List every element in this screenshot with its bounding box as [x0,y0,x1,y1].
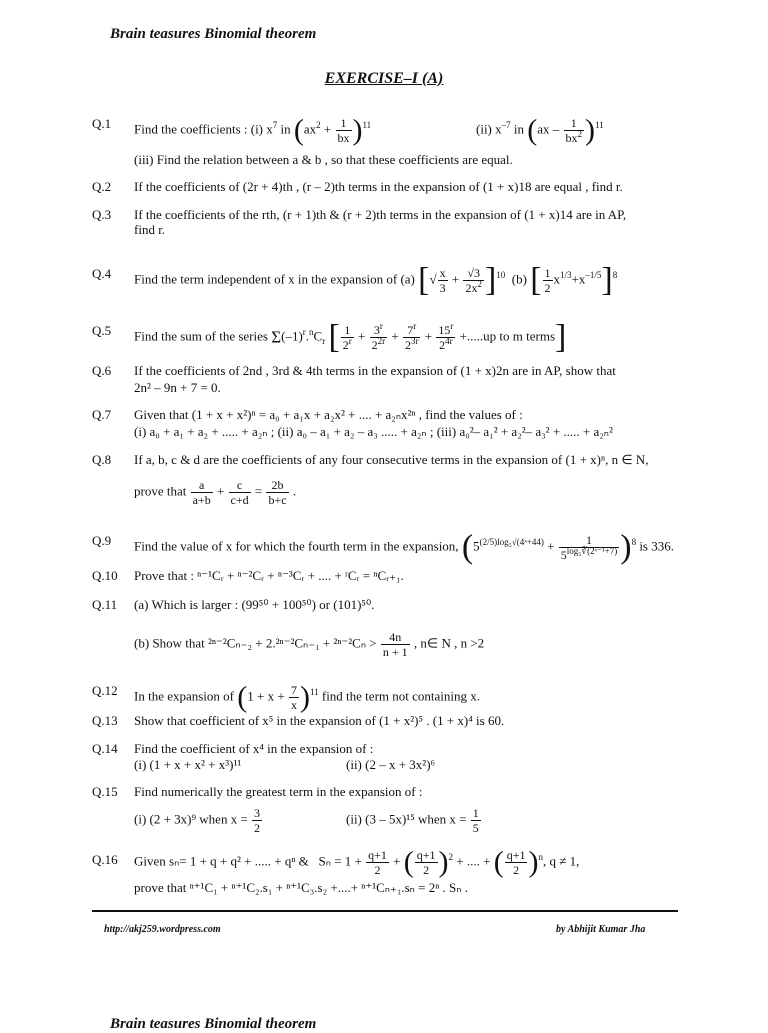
page-header: Brain teasures Binomial theorem [110,26,317,42]
question-number: Q.4 [92,266,112,281]
question-number: Q.11 [92,597,118,612]
question-number: Q.13 [92,713,118,728]
question-number: Q.15 [92,784,118,799]
q11-text: (a) Which is larger : (99⁵⁰ + 100⁵⁰) or (101)⁵⁰. [134,597,375,612]
footer-author: by Abhijit Kumar Jha [556,924,646,935]
q7-text: Given that (1 + x + x²)ⁿ = a₀ + a₁x + a₂x² + .... + a₂ₙx²ⁿ , find the values of : [134,407,523,422]
q6-text: If the coefficients of 2nd , 3rd & 4th terms in the expansion of (1 + x)2n are in AP, show that [134,363,616,378]
q4-text: Find the term independent of x in the expansion of (a) [√ $\frac{x}{3}$ + $\frac{√3}{2x^2}$ ]$^{10}$ (b) [ $\frac{1}{2}$ $x^{1/3}+x^{-1/5}]^8$ [134,261,618,299]
exercise-title: EXERCISE–I (A) [324,70,444,87]
q13-text: Show that coefficient of x⁵ in the expansion of (1 + x²)⁵ . (1 + x)⁴ is 60. [134,713,505,728]
question-number: Q.12 [92,683,118,698]
q9-text: Find the value of x for which the fourth term in the expansion, ($5^{(2/5)log_5√(4ˣ+44)}$ + $\frac{1}{5^{log_5∛(2ˣ^{-1}+7)}}$ )$^8$ is 336. [134,528,674,566]
question-number: Q.1 [92,116,112,131]
q8-line2: prove that $\frac{a}{a+b}$ + $\frac{c}{c+d}$ = $\frac{2b}{b+c}$ . [134,478,297,507]
q1-line2: (iii) Find the relation between a & b , so that these coefficients are equal. [134,152,513,167]
q3-text: If the coefficients of the rth, (r + 1)th & (r + 2)th terms in the expansion of (1 + x)14 are in AP, [134,207,627,222]
q15-text: Find numerically the greatest term in the expansion of : [134,784,423,799]
q11-line2: (b) Show that ²ⁿ⁻²Cₙ₋₂ + 2.²ⁿ⁻²Cₙ₋₁ + ²ⁿ⁻²Cₙ > $\frac{4n}{n + 1}$ , n∈ N , n >2 [134,630,485,659]
question-number: Q.6 [92,363,112,378]
q1-text: Find the coefficients : (i) $x^7$ in ($ax^2$ + $\frac{1}{bx}$ )$^{11}$ [134,113,372,147]
question-number: Q.9 [92,533,112,548]
question-number: Q.5 [92,323,112,338]
question-number: Q.10 [92,568,118,583]
question-number: Q.8 [92,452,112,467]
footer-url[interactable]: http://akj259.wordpress.com [104,924,221,935]
q14-part-ii: (ii) (2 – x + 3x²)⁶ [346,757,436,772]
footer-rule [92,910,678,912]
q15-part-ii: (ii) (3 – 5x)¹⁵ when x = $\frac{1}{5}$ [346,806,479,835]
q5-text: Find the sum of the series $\Sigma(-1)^r.^nC_r$ [ $\frac{1}{2^r}$ + $\frac{3^r}{2^{2r}}$ + $\frac{7^r}{2^{3r}}$ + $\frac{15^r}{2^{4r}}$ +.....up to m terms] [134,318,567,356]
q10-text: Prove that : ⁿ⁻¹Cᵣ + ⁿ⁻²Cᵣ + ⁿ⁻³Cᵣ + .... + ʳCᵣ = ⁿCᵣ₊₁. [134,568,404,583]
q6-line2: 2n² – 9n + 7 = 0. [134,380,221,395]
question-number: Q.3 [92,207,112,222]
q3-line2: find r. [134,222,166,237]
q7-line2: (i) a₀ + a₁ + a₂ + ..... + a₂ₙ ; (ii) a₀ – a₁ + a₂ – a₃ ..... + a₂ₙ ; (iii) a₀²– a₁² + a₂²– a₃² + ..... + a₂ₙ² [134,424,613,439]
question-number: Q.2 [92,179,112,194]
question-number: Q.16 [92,852,118,867]
q12-text: In the expansion of (1 + x + $\frac{7}{x}$ )$^{11}$ find the term not containing x. [134,680,480,714]
q15-part-i: (i) (2 + 3x)⁹ when x = $\frac{3}{2}$ [134,806,261,835]
q2-text: If the coefficients of (2r + 4)th , (r – 2)th terms in the expansion of (1 + x)18 are equal , find r. [134,179,623,194]
q1-part2: (ii) $x^{-7}$ in (ax – $\frac{1}{bx^2}$ )$^{11}$ [476,113,604,147]
q14-part-i: (i) (1 + x + x² + x³)¹¹ [134,757,242,772]
q8-text: If a, b, c & d are the coefficients of any four consecutive terms in the expansion of (1 + x)ⁿ, n ∈ N, [134,452,649,467]
next-page-header: Brain teasures Binomial theorem [110,1016,317,1032]
question-number: Q.7 [92,407,112,422]
q16-text: Given sₙ= 1 + q + q² + ..... + qⁿ & Sₙ = 1 + $\frac{q+1}{2}$ + ( $\frac{q+1}{2}$ )$^2$ + .... + ( $\frac{q+1}{2}$ )$^n$, q ≠ 1, [134,845,580,879]
q16-line2: prove that ⁿ⁺¹C₁ + ⁿ⁺¹C₂.s₁ + ⁿ⁺¹C₃.s₂ +....+ ⁿ⁺¹Cₙ₊₁.sₙ = 2ⁿ . Sₙ . [134,880,468,895]
question-number: Q.14 [92,741,118,756]
q14-text: Find the coefficient of x⁴ in the expansion of : [134,741,374,756]
